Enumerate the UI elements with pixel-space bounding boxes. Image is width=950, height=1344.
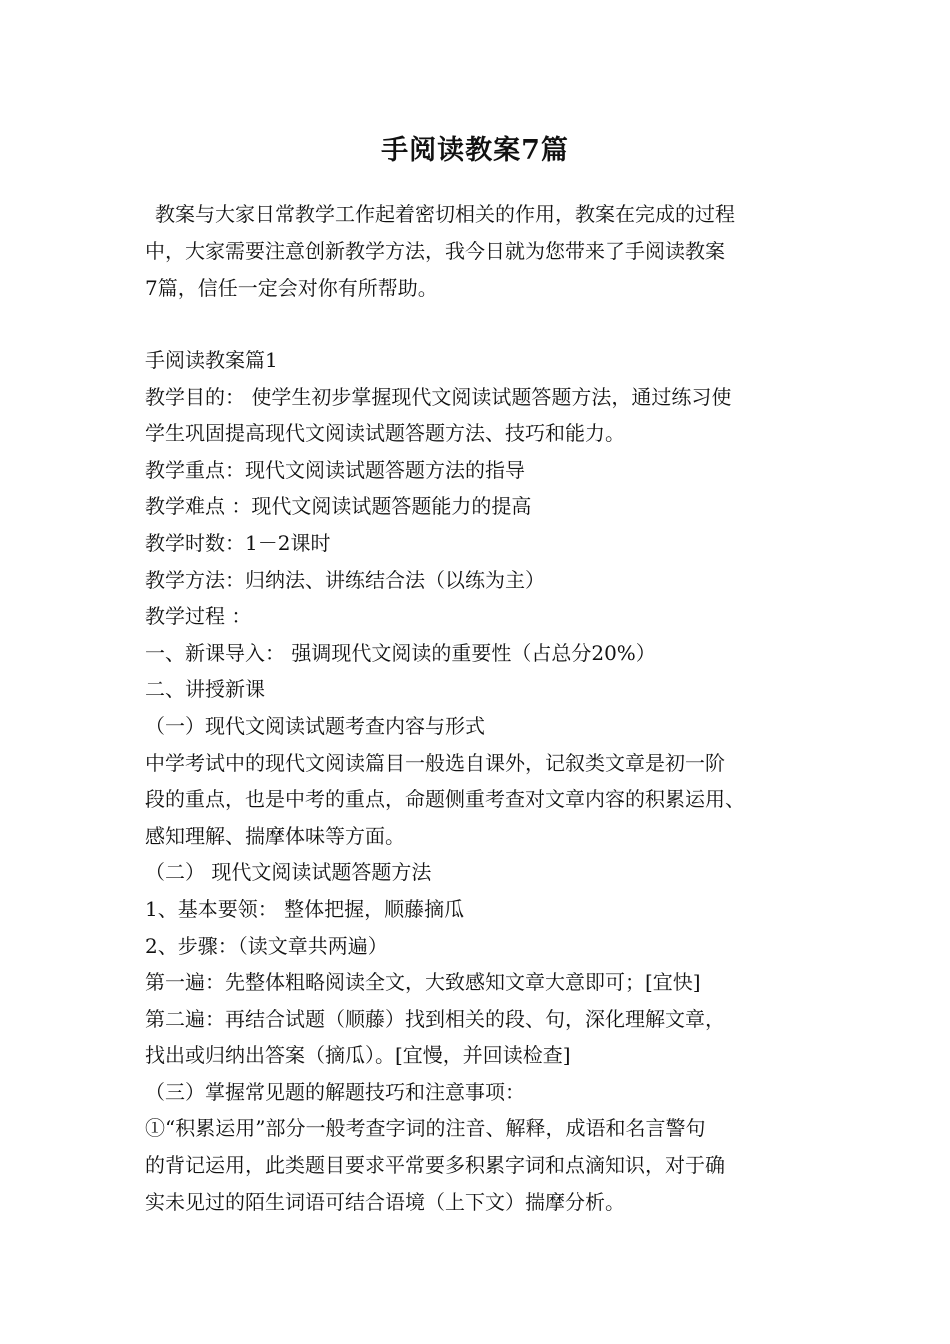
body-line: 1、基本要领： 整体把握，顺藤摘瓜 (145, 896, 465, 921)
intro-line: 7篇，信任一定会对你有所帮助。 (145, 276, 438, 300)
body-line: 找出或归纳出答案（摘瓜）。[宜慢，并回读检查] (145, 1043, 571, 1068)
body-line: 感知理解、揣摩体味等方面。 (145, 823, 405, 848)
body-line: 第二遍：再结合试题（顺藤）找到相关的段、句，深化理解文章， (145, 1006, 725, 1031)
body-line: 教学难点 ：现代文阅读试题答题能力的提高 (145, 494, 532, 519)
body-line: 第一遍：先整体粗略阅读全文，大致感知文章大意即可；[宜快] (145, 970, 701, 995)
body-line: （三）掌握常见题的解题技巧和注意事项： (145, 1079, 525, 1104)
body-line: 学生巩固提高现代文阅读试题答题方法、技巧和能力。 (145, 421, 625, 446)
body-line: 中学考试中的现代文阅读篇目一般选自课外，记叙类文章是初一阶 (145, 750, 725, 775)
body-line: 教学方法：归纳法、讲练结合法（以练为主） (145, 567, 545, 592)
body-line: 教学目的： 使学生初步掌握现代文阅读试题答题方法，通过练习使 (145, 384, 732, 409)
body-line: （二） 现代文阅读试题答题方法 (145, 860, 432, 885)
document-title: 手阅读教案7篇 (381, 135, 569, 166)
intro-line: 中，大家需要注意创新教学方法，我今日就为您带来了手阅读教案 (145, 239, 725, 263)
body-line: 实未见过的陌生词语可结合语境（上下文）揣摩分析。 (145, 1189, 625, 1214)
intro-line: 教案与大家日常教学工作起着密切相关的作用，教案在完成的过程 (155, 202, 735, 226)
body-line: 教学时数：1－2课时 (145, 530, 331, 555)
body-line: 的背记运用，此类题目要求平常要多积累字词和点滴知识，对于确 (145, 1153, 725, 1178)
intro-paragraph (145, 196, 815, 307)
body-line: 2、步骤：（读文章共两遍） (145, 933, 388, 958)
body-line: 教学过程 ： (145, 604, 252, 629)
section-heading: 手阅读教案篇1 (145, 348, 278, 372)
body-line: 一、新课导入： 强调现代文阅读的重要性（占总分20%） (145, 640, 656, 665)
body-line: 二、讲授新课 (145, 677, 265, 702)
lesson-plan-body (145, 342, 825, 1220)
body-line: 教学重点：现代文阅读试题答题方法的指导 (145, 457, 525, 482)
body-line: （一）现代文阅读试题考查内容与形式 (145, 713, 485, 738)
body-line: 段的重点，也是中考的重点，命题侧重考查对文章内容的积累运用、 (145, 787, 745, 812)
body-line: ①“积累运用”部分一般考查字词的注音、解释，成语和名言警句 (145, 1116, 706, 1141)
